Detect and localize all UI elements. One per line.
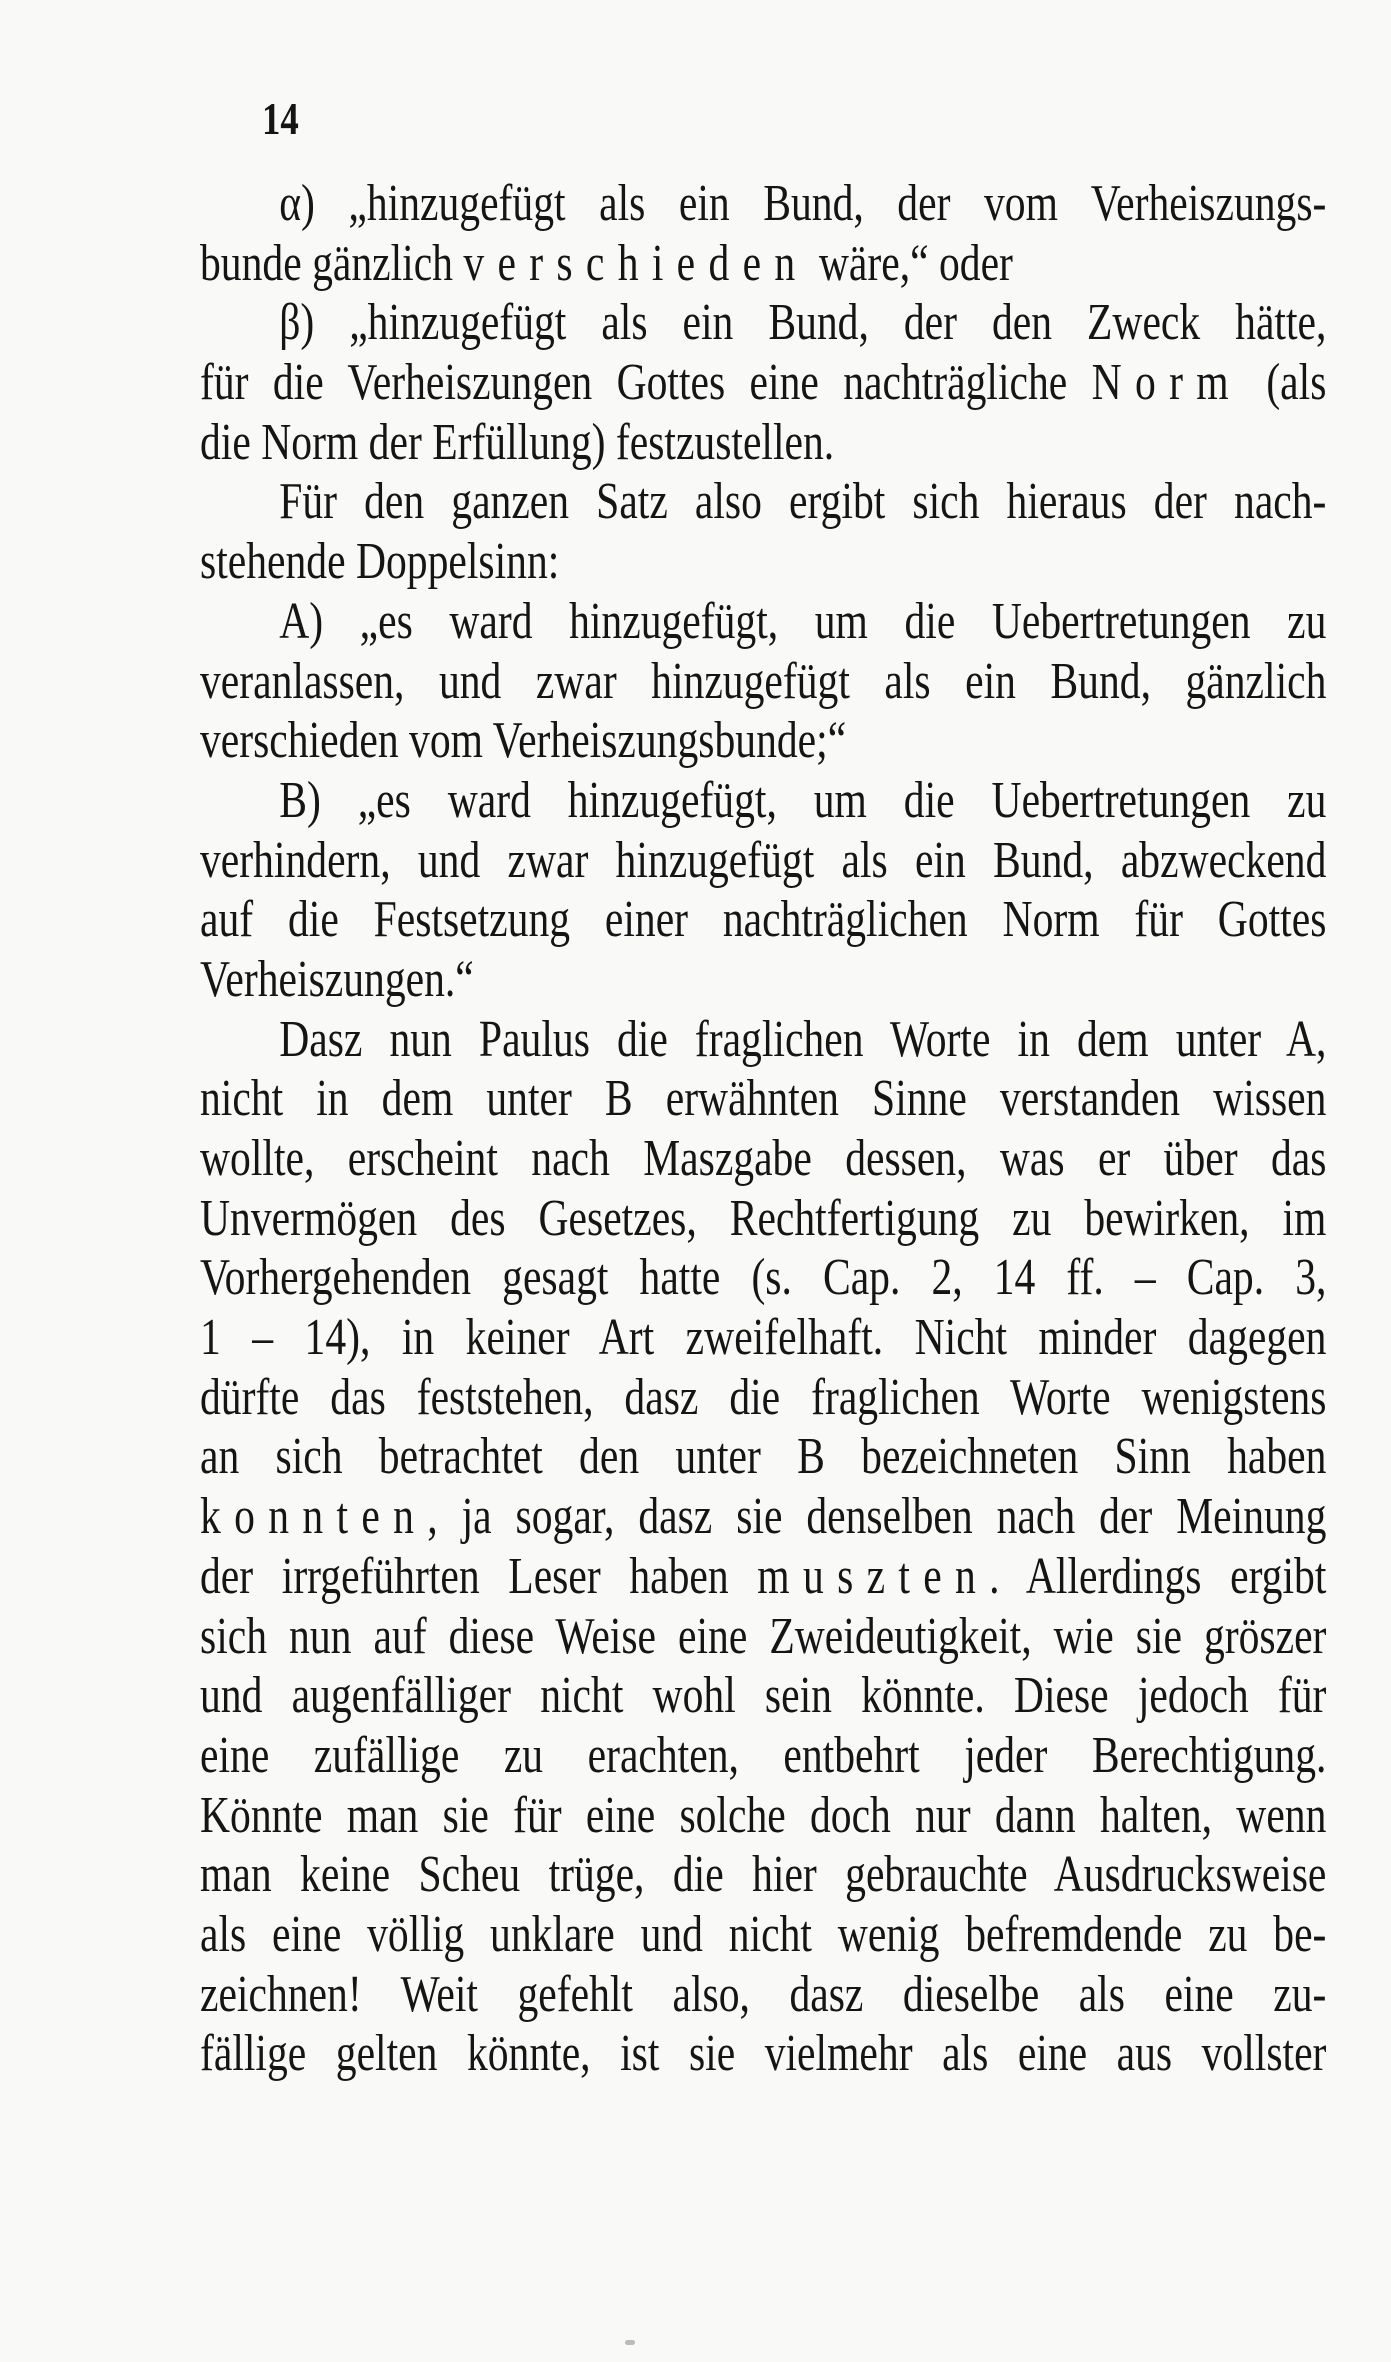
- text-segment: wollte, erscheint nach Maszgabe dessen, was er über das: [200, 1130, 1327, 1187]
- text-line: [200, 1965, 1326, 2025]
- text-segment: (als: [1241, 354, 1327, 412]
- text-segment: wäre,“ oder: [808, 234, 1013, 292]
- text-segment: verhindern, und zwar hinzugefügt als ein Bund, abzweckend: [200, 831, 1327, 889]
- text-segment: als eine völlig unklare und nicht wenig befremdende zu be-: [200, 1905, 1327, 1963]
- text-line: [200, 1607, 1326, 1667]
- page-number: 14: [262, 93, 299, 144]
- text-line: [200, 831, 1326, 891]
- text-segment: sich nun auf diese Weise eine Zweideutigkeit, wie sie gröszer: [200, 1607, 1327, 1665]
- text-segment: eine zufällige zu erachten, entbehrt jeder Berechtigung.: [200, 1726, 1327, 1784]
- text-segment: nicht in dem unter B erwähnten Sinne verstanden wissen: [200, 1070, 1327, 1128]
- text-segment: dürfte das feststehen, dasz die fraglichen Worte wenigstens: [200, 1368, 1327, 1426]
- text-line: [200, 2024, 1326, 2084]
- text-line: [200, 1010, 1326, 1070]
- text-segment: auf die Festsetzung einer nachträglichen Norm für Gottes: [200, 891, 1327, 949]
- emphasized-word: muszten: [757, 1547, 990, 1605]
- text-line: [200, 890, 1326, 950]
- emphasized-word: Norm: [1091, 354, 1242, 412]
- emphasized-word: konnten: [200, 1488, 428, 1546]
- text-segment: fällige gelten könnte, ist sie vielmehr als eine aus vollster: [200, 2025, 1327, 2083]
- text-line: [200, 472, 1326, 532]
- text-line: [200, 1786, 1326, 1846]
- text-segment: und augenfälliger nicht wohl sein könnte. Diese jedoch für: [200, 1667, 1327, 1725]
- text-segment: Vorhergehenden gesagt hatte (s. Cap. 2, 14 ff. – Cap. 3,: [200, 1249, 1327, 1307]
- text-line: [200, 1368, 1326, 1428]
- text-segment: Verheiszungen.“: [200, 950, 474, 1008]
- text-segment: β) „hinzugefügt als ein Bund, der den Zweck hätte,: [279, 294, 1327, 352]
- text-segment: Dasz nun Paulus die fraglichen Worte in dem unter A,: [279, 1010, 1327, 1068]
- text-line: [200, 592, 1326, 652]
- text-segment: α) „hinzugefügt als ein Bund, der vom Verheiszungs-: [279, 175, 1327, 232]
- ink-speck: [625, 2340, 635, 2345]
- text-line: [200, 711, 1326, 771]
- text-segment: Unvermögen des Gesetzes, Rechtfertigung zu bewirken, im: [200, 1189, 1327, 1247]
- text-line: [200, 353, 1326, 413]
- text-line: [200, 174, 1326, 234]
- text-segment: die Norm der Erfüllung) festzustellen.: [200, 413, 835, 471]
- text-line: [200, 532, 1326, 592]
- text-line: [200, 1666, 1326, 1726]
- text-line: [200, 1308, 1326, 1368]
- text-line: [200, 1845, 1326, 1905]
- text-line: [200, 1905, 1326, 1965]
- emphasized-word: verschieden: [463, 234, 809, 292]
- text-segment: für die Verheiszungen Gottes eine nachträgliche: [200, 354, 1092, 412]
- text-segment: , ja sogar, dasz sie denselben nach der Meinung: [427, 1488, 1327, 1546]
- text-segment: bunde gänzlich: [200, 234, 464, 292]
- text-line: [200, 293, 1326, 353]
- text-segment: B) „es ward hinzugefügt, um die Uebertretungen zu: [279, 771, 1327, 829]
- text-segment: zeichnen! Weit gefehlt also, dasz dieselbe als eine zu-: [200, 1965, 1327, 2023]
- text-segment: der irrgeführten Leser haben: [200, 1547, 758, 1605]
- body-text: [200, 174, 1326, 2084]
- text-line: [200, 234, 1326, 294]
- text-segment: an sich betrachtet den unter B bezeichneten Sinn haben: [200, 1428, 1327, 1486]
- text-segment: . Allerdings ergibt: [989, 1547, 1327, 1605]
- text-line: [200, 1487, 1326, 1547]
- text-line: [200, 1129, 1326, 1189]
- text-line: [200, 1069, 1326, 1129]
- text-segment: verschieden vom Verheiszungsbunde;“: [200, 712, 847, 770]
- text-line: [200, 1248, 1326, 1308]
- text-line: [200, 1427, 1326, 1487]
- text-line: [200, 413, 1326, 473]
- text-segment: stehende Doppelsinn:: [200, 533, 560, 591]
- text-line: [200, 652, 1326, 712]
- text-line: [200, 950, 1326, 1010]
- text-line: [200, 1189, 1326, 1249]
- text-line: [200, 1547, 1326, 1607]
- text-line: [200, 1726, 1326, 1786]
- text-segment: veranlassen, und zwar hinzugefügt als ein Bund, gänzlich: [200, 652, 1327, 710]
- text-segment: 1 – 14), in keiner Art zweifelhaft. Nicht minder dagegen: [200, 1309, 1327, 1367]
- text-segment: man keine Scheu trüge, die hier gebrauchte Ausdrucksweise: [200, 1846, 1327, 1904]
- text-segment: Für den ganzen Satz also ergibt sich hieraus der nach-: [279, 473, 1327, 531]
- text-segment: A) „es ward hinzugefügt, um die Uebertretungen zu: [279, 592, 1327, 650]
- text-line: [200, 771, 1326, 831]
- text-segment: Könnte man sie für eine solche doch nur dann halten, wenn: [200, 1786, 1327, 1844]
